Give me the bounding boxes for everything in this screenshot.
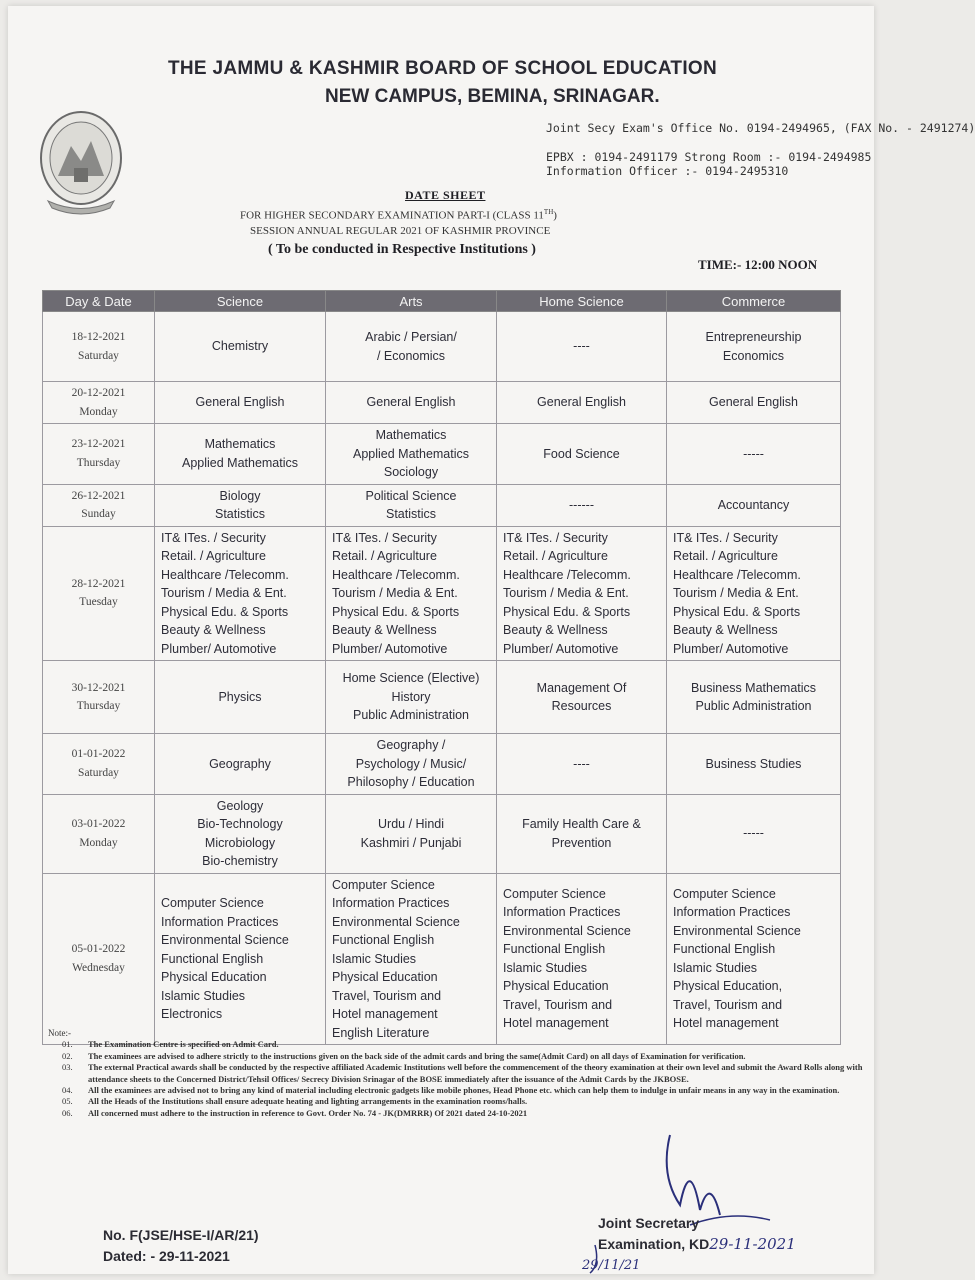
exam-day: Monday [79,836,118,849]
header-commerce: Commerce [667,291,841,312]
home-science-cell: Food Science [497,424,667,485]
notes-section [48,1028,868,1119]
exam-date: 03-01-2022 [71,818,126,830]
issue-date: Dated: - 29-11-2021 [103,1248,230,1264]
home-science-cell: IT& ITes. / Security Retail. / Agriculture Healthcare /Telecomm. Tourism / Media & Ent. Physical Edu. & Sports Beauty & Wellness Plumber/ Automotive [497,526,667,661]
arts-cell: Geography / Psychology / Music/ Philosophy / Education [326,734,497,795]
home-science-cell: ---- [497,312,667,382]
exam-date: 20-12-2021 [71,387,126,399]
table-row [43,526,841,661]
science-cell: Geography [155,734,326,795]
day-date-cell [43,734,155,795]
exam-date: 05-01-2022 [71,943,126,956]
science-cell: IT& ITes. / Security Retail. / Agriculture Healthcare /Telecomm. Tourism / Media & Ent. Physical Edu. & Sports Beauty & Wellness Plumber/ Automotive [155,526,326,661]
header-science: Science [155,291,326,312]
note-item [48,1051,868,1062]
note-item [48,1062,868,1085]
note-text: All concerned must adhere to the instruction in reference to Govt. Order No. 74 - JK(DMRRR) Of 2021 dated 24-10-2021 [88,1107,528,1118]
home-science-cell: ------ [497,484,667,526]
note-item [48,1039,868,1050]
day-date-cell [43,382,155,424]
exam-date: 28-12-2021 [71,577,126,590]
exam-time: TIME:- 12:00 NOON [698,257,818,272]
header-day-date: Day & Date [43,291,155,312]
science-cell: Geology Bio-Technology Microbiology Bio-chemistry [155,794,326,873]
note-text: The external Practical awards shall be conducted by the respective affiliated Academic Institutions well before the commencement of the theory examination at their own level and submit the Award Rolls along with attendance sheets to the Concerned District/Tehsil Offices/ Secrecy Division Srinagar of the BOSE immediately after the issuance of the Admit Cards by the JKBOSE. [88,1062,863,1084]
day-date-cell [43,526,155,661]
commerce-cell: Business Mathematics Public Administration [667,661,841,734]
note-number: 02. [62,1050,73,1061]
home-science-cell: Family Health Care & Prevention [497,794,667,873]
table-row [43,794,841,873]
science-cell: Mathematics Applied Mathematics [155,424,326,485]
commerce-cell: Computer Science Information Practices Environmental Science Functional English Islamic Studies Physical Education, Travel, Tourism and Hotel management [667,873,841,1045]
note-text: All the examinees are advised not to bring any kind of material including electronic gadgets like mobile phones, Head Phone etc. which can help them to indulge in unfair means in any way in the examination. [88,1085,840,1096]
arts-cell: Mathematics Applied Mathematics Sociology [326,424,497,485]
conduct-note: ( To be conducted in Respective Institutions ) [268,242,536,257]
exam-day: Saturday [78,766,119,779]
science-cell: Physics [155,661,326,734]
exam-day: Monday [79,405,118,418]
commerce-cell: Entrepreneurship Economics [667,312,841,382]
reference-block [103,1225,259,1267]
day-date-cell [43,661,155,734]
home-science-cell: ---- [497,734,667,795]
arts-cell: Computer Science Information Practices Environmental Science Functional English Islamic Studies Physical Education Travel, Tourism and Hotel management English Literature [326,873,497,1045]
arts-cell: Home Science (Elective) History Public Administration [326,661,497,734]
exam-day: Sunday [81,508,116,520]
arts-cell: Arabic / Persian/ / Economics [326,312,497,382]
note-text: The Examination Centre is specified on Admit Card. [88,1039,279,1050]
handwritten-sign-date: 29-11-2021 [709,1235,796,1253]
day-date-cell [43,873,155,1045]
signatory-office: Examination, KD29-11-2021 [598,1235,796,1253]
exam-day: Wednesday [72,961,125,974]
handwritten-initial-date: 29/11/21 [582,1258,641,1273]
session-line: SESSION ANNUAL REGULAR 2021 OF KASHMIR PROVINCE [250,225,551,237]
science-cell: Computer Science Information Practices Environmental Science Functional English Physical Education Islamic Studies Electronics [155,873,326,1045]
note-text: The examinees are advised to adhere strictly to the instructions given on the back side of the admit cards and bring the same(Admit Card) on all days of Examination for verification. [88,1050,746,1061]
home-science-cell: Management Of Resources [497,661,667,734]
commerce-cell: Business Studies [667,734,841,795]
day-date-cell [43,312,155,382]
home-science-cell: General English [497,382,667,424]
signatory-title: Joint Secretary [598,1215,700,1231]
table-row [43,873,841,1045]
reference-number: No. F(JSE/HSE-I/AR/21) [103,1227,259,1243]
table-row [43,312,841,382]
science-cell: Chemistry [155,312,326,382]
commerce-cell: ----- [667,794,841,873]
note-number: 03. [62,1062,73,1073]
header-home-science: Home Science [497,291,667,312]
exam-day: Thursday [76,456,121,469]
commerce-cell: IT& ITes. / Security Retail. / Agriculture Healthcare /Telecomm. Tourism / Media & Ent. Physical Edu. & Sports Beauty & Wellness Plumber/ Automotive [667,526,841,661]
contact-line-3: Information Officer :- 0194-2495310 [546,164,789,178]
exam-title-line: FOR HIGHER SECONDARY EXAMINATION PART-I (CLASS 11TH) [240,208,557,222]
exam-date: 18-12-2021 [71,331,126,343]
note-number: 01. [62,1039,73,1050]
commerce-cell: ----- [667,424,841,485]
commerce-cell: General English [667,382,841,424]
note-text: All the Heads of the Institutions shall ensure adequate heating and lighting arrangements in the examination rooms/halls. [88,1096,528,1107]
note-number: 04. [62,1085,73,1096]
table-row [43,424,841,485]
table-header-row [43,291,841,312]
contact-line-1: Joint Secy Exam's Office No. 0194-2494965, (FAX No. - 2491274) [546,121,975,135]
table-row [43,382,841,424]
table-row [43,484,841,526]
arts-cell: IT& ITes. / Security Retail. / Agriculture Healthcare /Telecomm. Tourism / Media & Ent. Physical Edu. & Sports Beauty & Wellness Plumber/ Automotive [326,526,497,661]
exam-date: 01-01-2022 [71,748,126,761]
board-name-heading: THE JAMMU & KASHMIR BOARD OF SCHOOL EDUCATION [168,58,718,79]
exam-date: 26-12-2021 [71,489,126,502]
exam-day: Tuesday [79,596,118,609]
day-date-cell [43,424,155,485]
science-cell: General English [155,382,326,424]
campus-heading: NEW CAMPUS, BEMINA, SRINAGAR. [325,86,660,107]
day-date-cell [43,484,155,526]
exam-date: 23-12-2021 [71,438,126,451]
header-arts: Arts [326,291,497,312]
date-sheet-table [42,290,841,1045]
arts-cell: General English [326,382,497,424]
table-row [43,661,841,734]
arts-cell: Political Science Statistics [326,484,497,526]
science-cell: Biology Statistics [155,484,326,526]
note-number: 05. [62,1096,73,1107]
note-item [48,1096,868,1107]
day-date-cell [43,794,155,873]
home-science-cell: Computer Science Information Practices Environmental Science Functional English Islamic Studies Physical Education Travel, Tourism and Hotel management [497,873,667,1045]
arts-cell: Urdu / Hindi Kashmiri / Punjabi [326,794,497,873]
signatory-block [582,1213,796,1276]
note-number: 06. [62,1107,73,1118]
date-sheet-title: DATE SHEET [405,188,486,202]
exam-day: Saturday [78,349,119,362]
notes-heading: Note:- [48,1028,71,1038]
board-emblem-logo [36,106,126,216]
table-row [43,734,841,795]
note-item [48,1085,868,1096]
exam-day: Thursday [76,700,121,712]
exam-date: 30-12-2021 [71,681,126,694]
contact-line-2: EPBX : 0194-2491179 Strong Room :- 0194-2494985 [546,150,872,164]
commerce-cell: Accountancy [667,484,841,526]
